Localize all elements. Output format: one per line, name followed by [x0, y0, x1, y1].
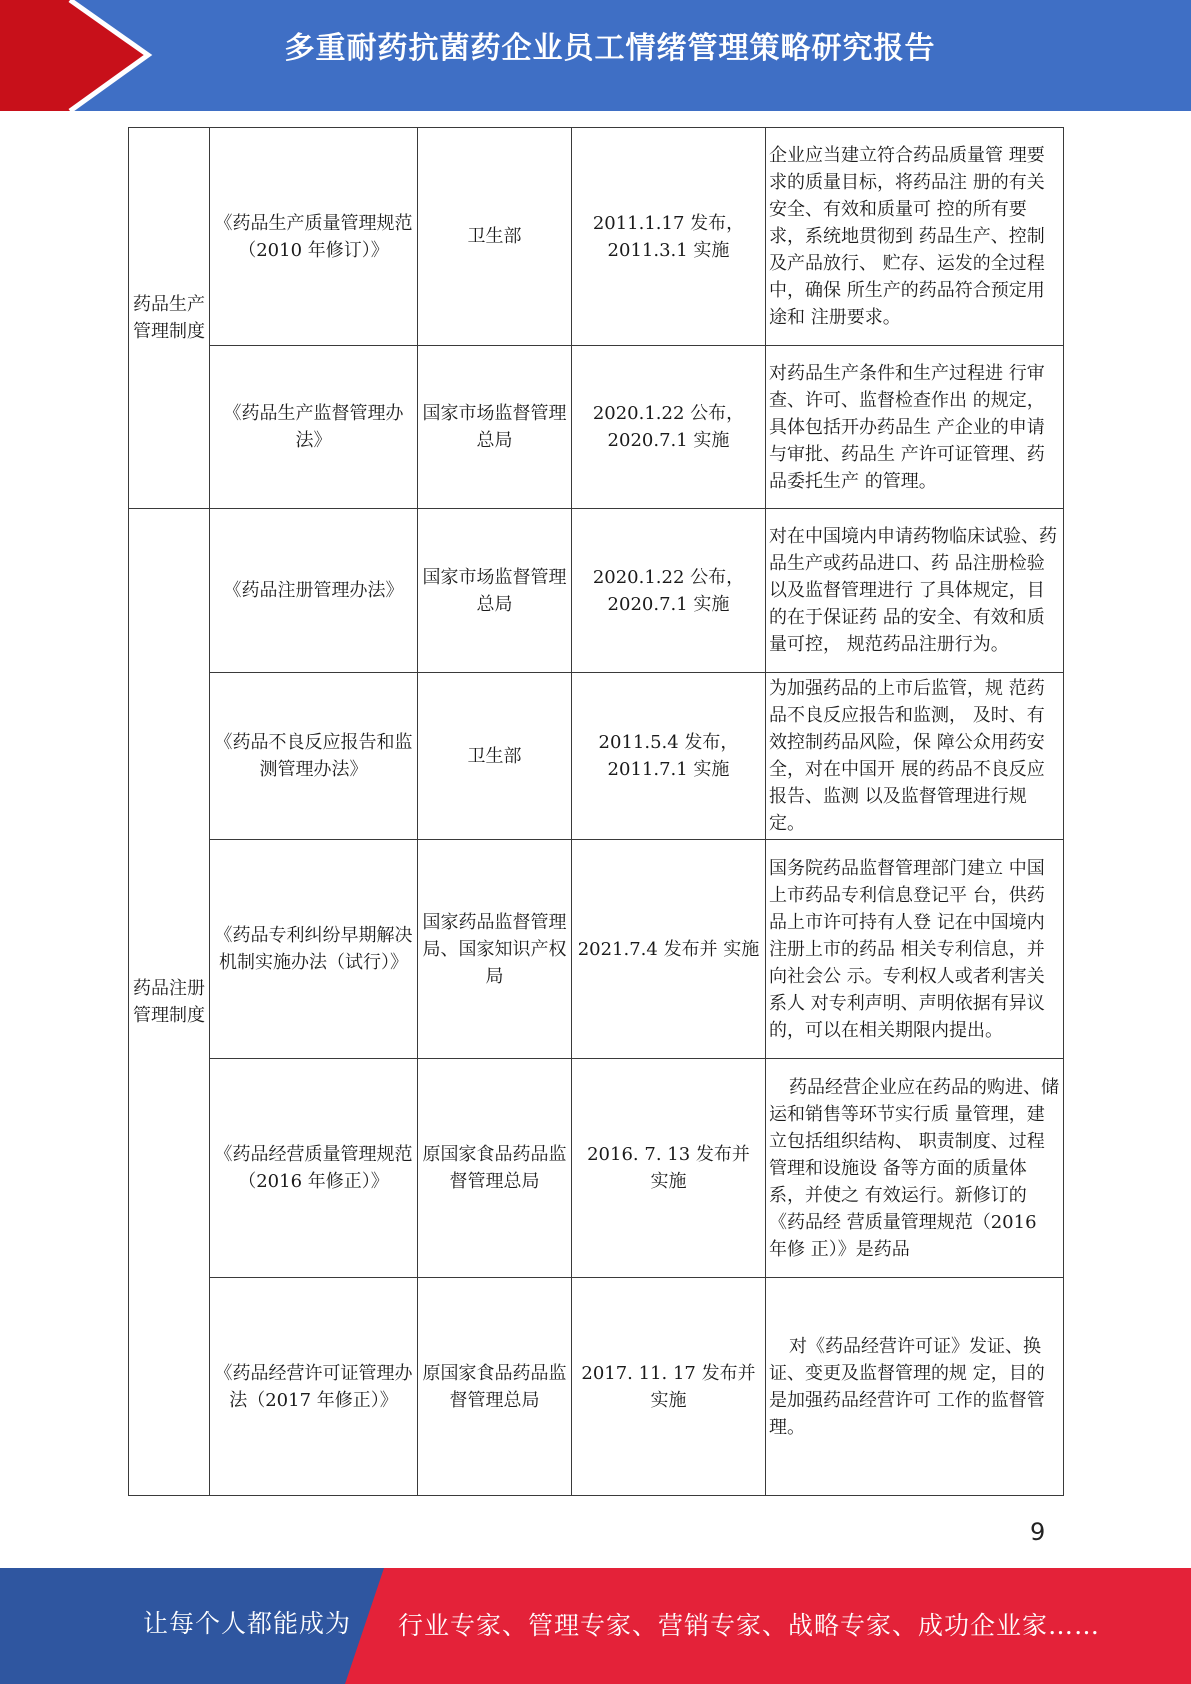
date-line-1: 2016. 7. 13 发布并	[587, 1144, 750, 1165]
issuing-authority: 国家药品监督管理局、国家知识产权局	[418, 840, 572, 1059]
date-line-2: 2011.3.1 实施	[607, 239, 730, 261]
regulation-description: 企业应当建立符合药品质量管 理要求的质量目标，将药品注 册的有关安全、有效和质量可 控的所有要求，系统地贯彻到 药品生产、控制及产品放行、 贮存、运发的全过程中，确保 所生产的药品符合预定用途和 注册要求。	[766, 128, 1064, 346]
regulation-name: 《药品注册管理办法》	[210, 509, 418, 673]
issuing-authority: 国家市场监督管理总局	[418, 509, 572, 673]
date-line-2: 实施	[650, 1171, 687, 1192]
table-row	[129, 346, 1064, 509]
regulation-name: 《药品生产质量管理规范（2010 年修订）》	[210, 128, 418, 346]
regulation-name: 《药品经营许可证管理办法（2017 年修正）》	[210, 1278, 418, 1496]
category-cell: 药品生产管理制度	[129, 128, 210, 509]
regulation-name: 《药品专利纠纷早期解决机制实施办法（试行）》	[210, 840, 418, 1059]
regulation-description: 国务院药品监督管理部门建立 中国上市药品专利信息登记平 台，供药品上市许可持有人登 记在中国境内注册上市的药品 相关专利信息，并向社会公 示。专利权人或者利害关系人 对专利声明、声明依据有异议 的，可以在相关期限内提出。	[766, 840, 1064, 1059]
table-row	[129, 673, 1064, 840]
date-line-1: 2011.5.4 发布，	[598, 732, 739, 753]
issuing-authority: 卫生部	[418, 128, 572, 346]
page-number: 9	[1030, 1518, 1046, 1546]
regulation-name: 《药品不良反应报告和监测管理办法》	[210, 673, 418, 840]
date-line-2: 2011.7.1 实施	[607, 759, 730, 780]
regulation-name: 《药品经营质量管理规范（2016 年修正）》	[210, 1059, 418, 1278]
regulation-description: 对《药品经营许可证》发证、换证、变更及监督管理的规 定，目的是加强药品经营许可 工作的监督管理。	[766, 1278, 1064, 1496]
date-line-1: 2021.7.4 发布并 实施	[577, 938, 760, 960]
table-row	[129, 1278, 1064, 1496]
regulation-description: 对药品生产条件和生产过程进 行审查、许可、监督检查作出 的规定，具体包括开办药品生 产企业的申请与审批、药品生 产许可证管理、药品委托生产 的管理。	[766, 346, 1064, 509]
regulations-table	[128, 127, 1064, 1496]
page-footer	[0, 1568, 1191, 1684]
table-row	[129, 840, 1064, 1059]
date-cell	[572, 128, 766, 346]
issuing-authority: 国家市场监督管理总局	[418, 346, 572, 509]
date-line-1: 2020.1.22 公布，	[592, 403, 745, 424]
page-header	[0, 0, 1191, 111]
regulation-description: 为加强药品的上市后监管，规 范药品不良反应报告和监测， 及时、有效控制药品风险，保 障公众用药安全，对在中国开 展的药品不良反应报告、监测 以及监督管理进行规定。	[766, 673, 1064, 840]
date-line-1: 2017. 11. 17 发布并	[581, 1362, 756, 1384]
date-cell	[572, 1278, 766, 1496]
date-line-1: 2011.1.17 发布，	[592, 212, 745, 234]
date-line-2: 2020.7.1 实施	[607, 593, 730, 615]
date-line-1: 2020.1.22 公布，	[592, 566, 745, 588]
regulation-description: 药品经营企业应在药品的购进、储运和销售等环节实行质 量管理，建立包括组织结构、 职责制度、过程管理和设施设 备等方面的质量体系，并使之 有效运行。新修订的《药品经 营质量管理规范（2016 年修 正）》是药品	[766, 1059, 1064, 1278]
date-cell	[572, 840, 766, 1059]
footer-slogan-left: 让每个人都能成为	[143, 1609, 352, 1638]
date-line-2: 实施	[650, 1389, 687, 1411]
table-row	[129, 1059, 1064, 1278]
date-cell	[572, 1059, 766, 1278]
category-cell: 药品注册管理制度	[129, 509, 210, 1496]
date-cell	[572, 346, 766, 509]
footer-slogan-right: 行业专家、管理专家、营销专家、战略专家、成功企业家……	[398, 1611, 1101, 1640]
issuing-authority: 卫生部	[418, 673, 572, 840]
regulation-description: 对在中国境内申请药物临床试验、药品生产或药品进口、药 品注册检验以及监督管理进行 了具体规定，目的在于保证药 品的安全、有效和质量可控， 规范药品注册行为。	[766, 509, 1064, 673]
regulation-name: 《药品生产监督管理办法》	[210, 346, 418, 509]
report-title: 多重耐药抗菌药企业员工情绪管理策略研究报告	[284, 31, 936, 66]
issuing-authority: 原国家食品药品监督管理总局	[418, 1059, 572, 1278]
date-cell	[572, 509, 766, 673]
table-row	[129, 509, 1064, 673]
table-row	[129, 128, 1064, 346]
date-line-2: 2020.7.1 实施	[607, 430, 730, 451]
date-cell	[572, 673, 766, 840]
issuing-authority: 原国家食品药品监督管理总局	[418, 1278, 572, 1496]
